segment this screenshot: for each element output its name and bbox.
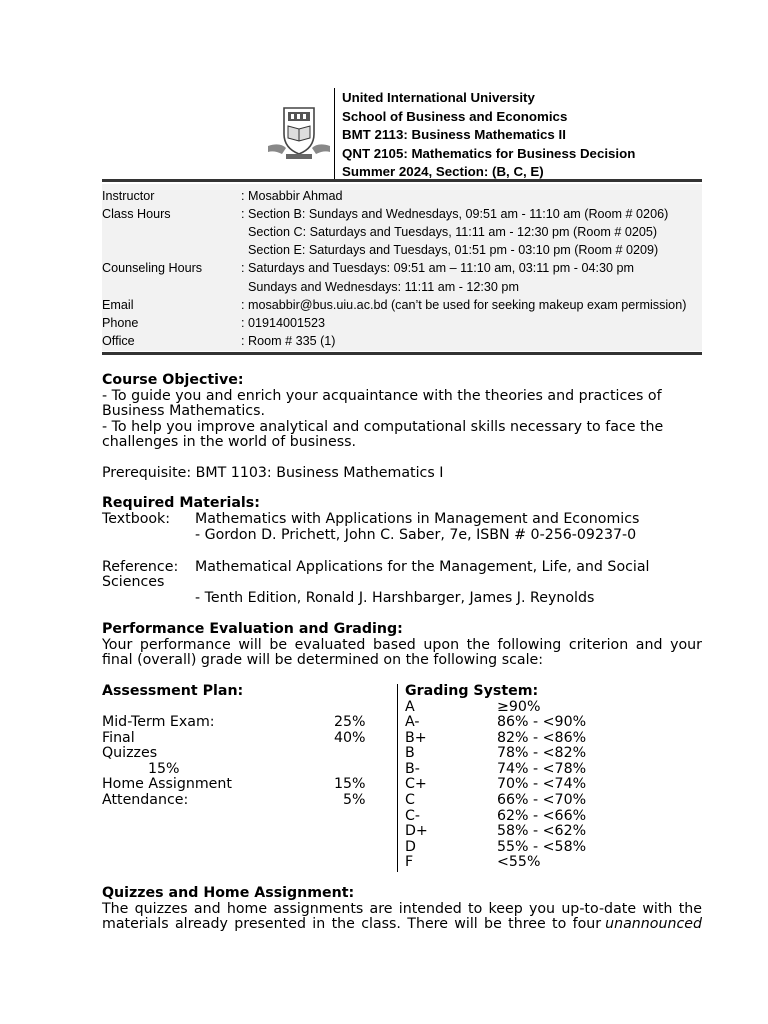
assessment-item: Quizzes: [102, 745, 158, 761]
objective-line: - To guide you and enrich your acquaintance with the theories and practices of: [102, 388, 662, 404]
grading-divider: [397, 684, 398, 872]
evaluation-heading: Performance Evaluation and Grading:: [102, 621, 403, 637]
assessment-weight: 15%: [334, 776, 366, 792]
textbook-title: Mathematics with Applications in Management and Economics: [195, 511, 640, 527]
grade-range: 70% - <74%: [497, 776, 587, 792]
grade-letter: B: [405, 745, 415, 761]
grade-letter: C+: [405, 776, 427, 792]
objective-line: - To help you improve analytical and computational skills necessary to face the: [102, 419, 664, 435]
course-header: [342, 89, 635, 182]
textbook-label: Textbook:: [102, 511, 171, 527]
school-name: School of Business and Economics: [342, 108, 568, 124]
grade-range: 78% - <82%: [497, 745, 587, 761]
assessment-weight: 15%: [148, 761, 180, 777]
assessment-heading: Assessment Plan:: [102, 683, 244, 699]
quizzes-line: The quizzes and home assignments are intended to keep you up-to-date with the: [102, 901, 702, 917]
assessment-item: Attendance:: [102, 792, 189, 808]
reference-label: Reference:: [102, 559, 179, 575]
grade-letter: A: [405, 699, 415, 715]
assessment-item: Home Assignment: [102, 776, 232, 792]
grade-range: 62% - <66%: [497, 808, 587, 824]
assessment-weight: 40%: [334, 730, 366, 746]
reference-title-cont: Sciences: [102, 574, 165, 590]
assessment-weight: 5%: [343, 792, 366, 808]
grade-range: 74% - <78%: [497, 761, 587, 777]
assessment-weight: 25%: [334, 714, 366, 730]
grade-range: 58% - <62%: [497, 823, 587, 839]
top-rule: [102, 179, 702, 182]
evaluation-line: Your performance will be evaluated based upon the following criterion and your: [102, 637, 702, 653]
grade-letter: D: [405, 839, 416, 855]
grade-letter: C: [405, 792, 415, 808]
evaluation-line: final (overall) grade will be determined on the following scale:: [102, 652, 544, 668]
prerequisite: Prerequisite: BMT 1103: Business Mathematics I: [102, 465, 444, 481]
grade-range: ≥90%: [497, 699, 541, 715]
grade-range: 86% - <90%: [497, 714, 587, 730]
materials-heading: Required Materials:: [102, 495, 260, 511]
header-divider: [334, 88, 335, 180]
assessment-item: Final: [102, 730, 135, 746]
reference-title: Mathematical Applications for the Management, Life, and Social: [195, 559, 650, 575]
bottom-rule: [102, 352, 702, 355]
objective-line: challenges in the world of business.: [102, 434, 357, 450]
grading-heading: Grading System:: [405, 683, 539, 699]
grade-range: 55% - <58%: [497, 839, 587, 855]
objective-heading: Course Objective:: [102, 372, 244, 388]
textbook-authors: - Gordon D. Prichett, John C. Saber, 7e, ISBN # 0-256-09237-0: [195, 527, 637, 543]
quizzes-line: materials already presented in the class. There will be three to four unannounced: [102, 916, 702, 932]
assessment-item: Mid-Term Exam:: [102, 714, 215, 730]
university-crest-icon: [266, 104, 332, 162]
grade-range: <55%: [497, 854, 541, 870]
reference-authors: - Tenth Edition, Ronald J. Harshbarger, James J. Reynolds: [195, 590, 595, 606]
grade-letter: F: [405, 854, 414, 870]
quizzes-heading: Quizzes and Home Assignment:: [102, 885, 355, 901]
email-value: : mosabbir@bus.uiu.ac.bd (can’t be used for seeking makeup exam permission): [241, 298, 687, 312]
course-title-2: QNT 2105: Mathematics for Business Decision: [342, 145, 636, 161]
grade-letter: B-: [405, 761, 420, 777]
term-section: Summer 2024, Section: (B, C, E): [342, 164, 544, 179]
instructor-info-table: Instructor : Mosabbir Ahmad Class Hours : Section B: Sundays and Wednesdays, 09:51 am - 11:10 am (Room # 0206) Section C: Saturdays and Tuesdays, 11:11 am - 12:30 pm (Room # 0205) Section E: Saturdays and Tuesdays, 01:51 pm - 03:10 pm (Room # 0209) Counseling Hours : Saturdays and Tuesdays: 09:51 am – 11:10 am, 03:11 pm - 04:30 pm Sundays and Wednesdays: 11:11 am - 12:30 pm Email : mosabbir@bus.uiu.ac.bd (can’t be used for seeking makeup exam permission) Phone : 01914001523 Office : Room # 335 (1): [102, 184, 702, 351]
university-name: United International University: [342, 90, 535, 105]
course-title-1: BMT 2113: Business Mathematics II: [342, 127, 566, 142]
grade-letter: B+: [405, 730, 427, 746]
objective-line: Business Mathematics.: [102, 403, 266, 419]
grade-letter: D+: [405, 823, 428, 839]
grade-letter: C-: [405, 808, 421, 824]
grade-letter: A-: [405, 714, 420, 730]
grade-range: 82% - <86%: [497, 730, 587, 746]
grade-range: 66% - <70%: [497, 792, 587, 808]
